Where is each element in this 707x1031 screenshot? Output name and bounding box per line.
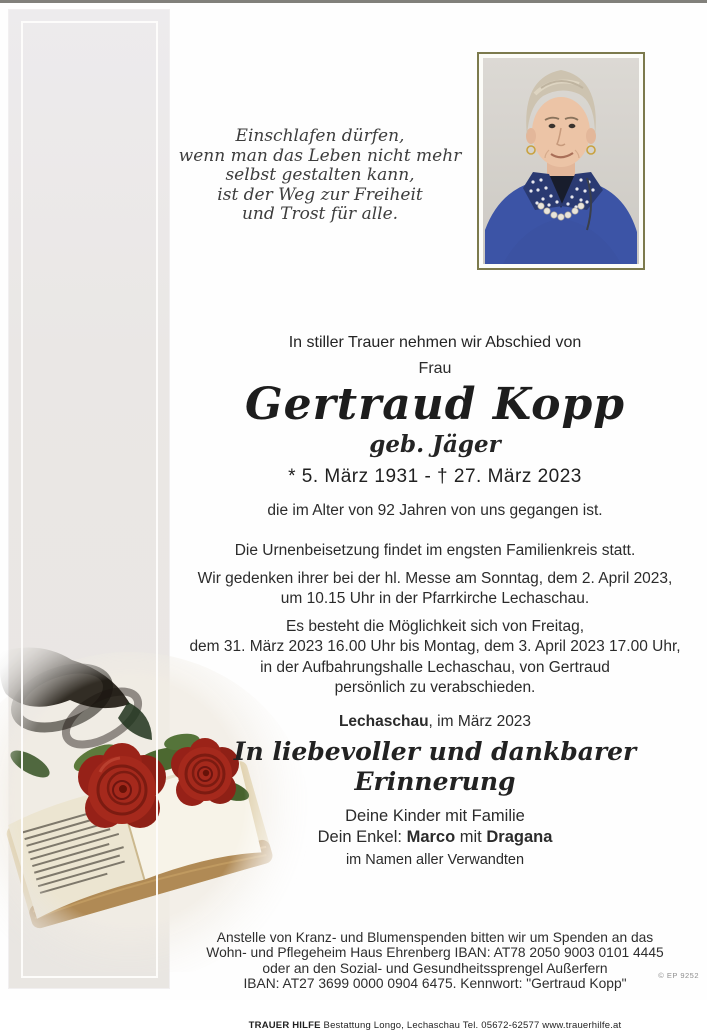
mass-line: um 10.15 Uhr in der Pfarrkirche Lechaschau. (280, 590, 590, 607)
place-date-line (168, 712, 702, 731)
family-line-relatives: im Namen aller Verwandten (345, 851, 525, 868)
farewell-line: in der Aufbahrungshalle Lechaschau, von Gertraud (260, 658, 610, 676)
funeral-home-details: Bestattung Longo, Lechaschau Tel. 05672-62577 www.trauerhilfe.at (320, 1019, 622, 1031)
deceased-name: Gertraud Kopp (245, 379, 625, 430)
grandson-prefix: Dein Enkel: (317, 827, 407, 846)
life-dates: * 5. März 1931 - † 27. März 2023 (288, 466, 582, 487)
announcement-body (168, 334, 702, 1031)
print-code: © EP 9252 (658, 971, 699, 980)
donation-notice (168, 930, 702, 992)
donation-line: oder an den Sozial- und Gesundheitssprengel Außerfern (262, 960, 608, 976)
place-date-rest: , im März 2023 (428, 712, 532, 730)
grandson-partner-name: Dragana (486, 827, 553, 846)
portrait-illustration (483, 58, 639, 264)
donation-line: IBAN: AT27 3699 0000 0904 6475. Kennwort: "Gertraud Kopp" (243, 976, 627, 992)
place-name: Lechaschau (338, 712, 429, 730)
memorial-poem (172, 127, 468, 225)
scan-edge (0, 0, 707, 3)
maiden-name: geb. Jäger (369, 431, 501, 458)
donation-line: Anstelle von Kranz- und Blumenspenden bitten wir um Spenden an das (216, 929, 654, 945)
mass-line: Wir gedenken ihrer bei der hl. Messe am Sonntag, dem 2. April 2023, (197, 569, 673, 587)
funeral-home-footer (168, 1020, 702, 1031)
family-line-children: Deine Kinder mit Familie (345, 806, 525, 825)
family-line-grandson (168, 828, 702, 847)
farewell-line: Es besteht die Möglichkeit sich von Freitag, (285, 617, 585, 635)
poem-line: selbst gestalten kann, (225, 165, 415, 185)
urn-notice: Die Urnenbeisetzung findet im engsten Familienkreis statt. (234, 542, 636, 559)
grandson-name: Marco (406, 827, 456, 846)
portrait-photo (477, 52, 645, 270)
donation-line: Wohn- und Pflegeheim Haus Ehrenberg IBAN: AT78 2050 9003 0101 4445 (206, 945, 664, 961)
poem-line: und Trost für alle. (241, 204, 399, 224)
intro-line: In stiller Trauer nehmen wir Abschied von (288, 334, 582, 351)
poem-line: Einschlafen dürfen, (235, 126, 405, 146)
closing-motto: In liebevoller und dankbarer Erinnerung (233, 736, 637, 796)
poem-line: ist der Weg zur Freiheit (217, 184, 423, 205)
farewell-line: dem 31. März 2023 16.00 Uhr bis Montag, dem 3. April 2023 17.00 Uhr, (189, 638, 681, 655)
poem-line: wenn man das Leben nicht mehr (178, 145, 462, 166)
farewell-notice (168, 617, 702, 699)
farewell-line: persönlich zu verabschieden. (334, 679, 536, 696)
funeral-home-brand: TRAUER HILFE (248, 1019, 321, 1031)
grandson-mid: mit (455, 827, 487, 846)
age-line: die im Alter von 92 Jahren von uns gegangen ist. (267, 502, 603, 519)
salutation: Frau (418, 360, 452, 377)
mass-notice (168, 569, 702, 610)
